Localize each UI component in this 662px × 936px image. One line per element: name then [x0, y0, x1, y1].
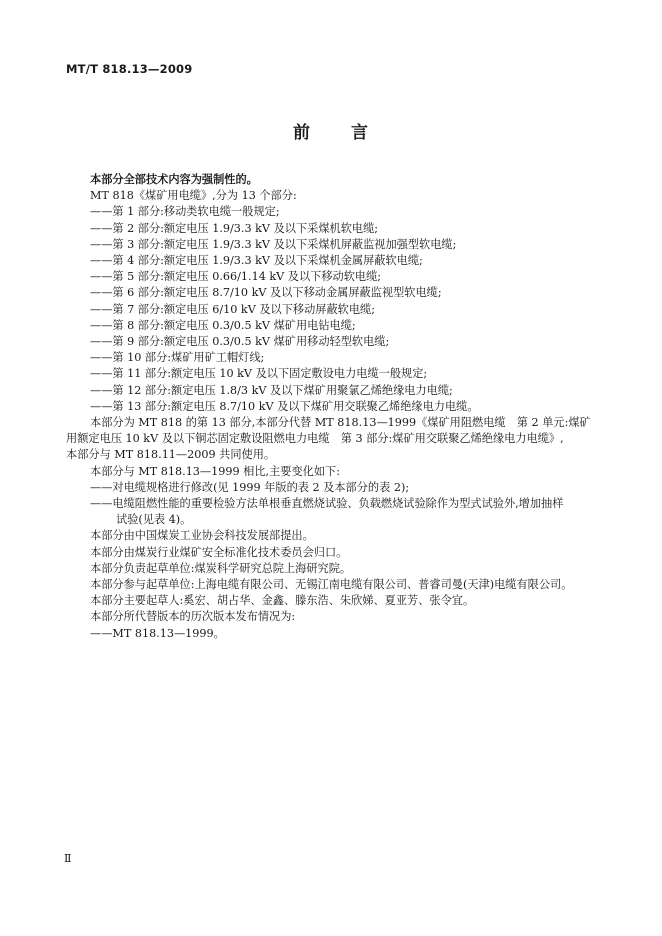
intro-paragraph: MT 818《煤矿用电缆》,分为 13 个部分: — [90, 189, 297, 203]
part-list-item: ——第 8 部分:额定电压 0.3/0.5 kV 煤矿用电钻电缆; — [90, 318, 356, 332]
replacement-paragraph-line: 本部分与 MT 818.11—2009 共同使用。 — [66, 448, 276, 462]
part-list-item: ——第 1 部分:移动类软电缆一般规定; — [90, 205, 280, 219]
document-code: MT/T 818.13—2009 — [66, 62, 193, 76]
replacement-paragraph-line: 本部分为 MT 818 的第 13 部分,本部分代替 MT 818.13—1999《煤矿用阻燃电缆 第 2 单元:煤矿 — [90, 416, 591, 430]
part-list-item: ——第 13 部分:额定电压 8.7/10 kV 及以下煤矿用交联聚乙烯绝缘电力电缆。 — [90, 399, 479, 413]
page-title — [0, 118, 662, 143]
replacement-paragraph-line: 用额定电压 10 kV 及以下铜芯固定敷设阻燃电力电缆 第 3 部分:煤矿用交联聚乙烯绝缘电力电缆》, — [66, 432, 564, 446]
history-intro: 本部分所代替版本的历次版本发布情况为: — [90, 610, 296, 624]
part-list-item: ——第 6 部分:额定电压 8.7/10 kV 及以下移动金属屏蔽监视型软电缆; — [90, 286, 442, 300]
proposed-by: 本部分由中国煤炭工业协会科技发展部提出。 — [90, 529, 314, 543]
part-list-item: ——第 3 部分:额定电压 1.9/3.3 kV 及以下采煤机屏蔽监视加强型软电缆; — [90, 237, 457, 251]
foreword-body — [66, 172, 596, 642]
part-list-item: ——第 7 部分:额定电压 6/10 kV 及以下移动屏蔽软电缆; — [90, 302, 375, 316]
page-number: Ⅱ — [64, 852, 72, 865]
part-list-item: ——第 10 部分:煤矿用矿工帽灯线; — [90, 351, 265, 365]
title-char-2: 言 — [351, 123, 369, 143]
participating-units: 本部分参与起草单位:上海电缆有限公司、无锡江南电缆有限公司、普睿司曼(天津)电缆有限公司。 — [90, 578, 573, 592]
drafting-unit: 本部分负责起草单位:煤炭科学研究总院上海研究院。 — [90, 561, 352, 575]
part-list-item: ——第 4 部分:额定电压 1.9/3.3 kV 及以下采煤机金属屏蔽软电缆; — [90, 254, 423, 268]
centralized-by: 本部分由煤炭行业煤矿安全标准化技术委员会归口。 — [90, 545, 348, 559]
part-list-item: ——第 9 部分:额定电压 0.3/0.5 kV 煤矿用移动轻型软电缆; — [90, 335, 390, 349]
changes-intro: 本部分与 MT 818.13—1999 相比,主要变化如下: — [90, 464, 340, 478]
change-list-item-continuation: 试验(见表 4)。 — [116, 513, 192, 527]
part-list-item: ——第 5 部分:额定电压 0.66/1.14 kV 及以下移动软电缆; — [90, 270, 382, 284]
main-drafters: 本部分主要起草人:奚宏、胡占华、金鑫、滕东浩、朱欣娣、夏亚芳、张令宜。 — [90, 594, 475, 608]
part-list-item: ——第 12 部分:额定电压 1.8/3 kV 及以下煤矿用聚氯乙烯绝缘电力电缆; — [90, 383, 453, 397]
title-char-1: 前 — [293, 123, 311, 143]
change-list-item: ——对电缆规格进行修改(见 1999 年版的表 2 及本部分的表 2); — [90, 480, 410, 494]
part-list-item: ——第 2 部分:额定电压 1.9/3.3 kV 及以下采煤机软电缆; — [90, 221, 379, 235]
part-list-item: ——第 11 部分:额定电压 10 kV 及以下固定敷设电力电缆一般规定; — [90, 367, 428, 381]
history-item: ——MT 818.13—1999。 — [90, 626, 225, 640]
change-list-item: ——电缆阻燃性能的重要检验方法单根垂直燃烧试验、负载燃烧试验除作为型式试验外,增加抽样 — [90, 497, 564, 511]
mandatory-statement: 本部分全部技术内容为强制性的。 — [90, 173, 258, 186]
